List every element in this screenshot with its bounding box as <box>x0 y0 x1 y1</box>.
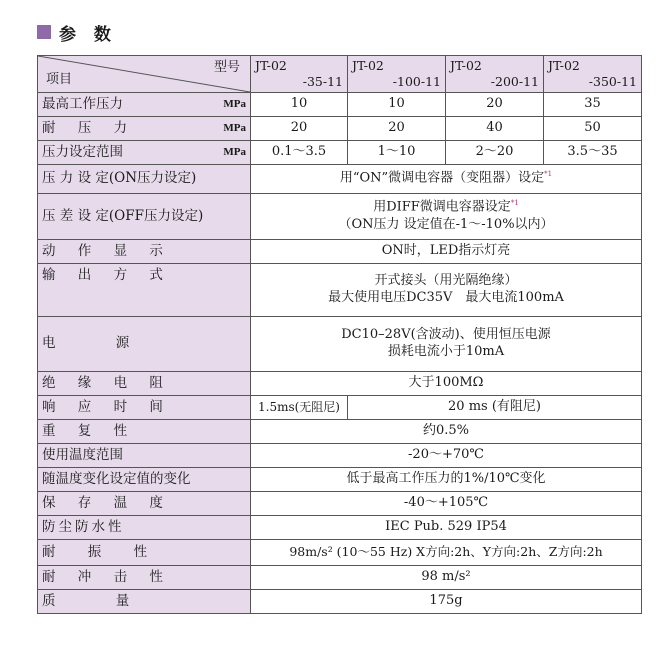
row-label: 响 应 时 间 <box>38 396 251 420</box>
row-label: 防尘防水性 <box>38 516 251 540</box>
spec-table <box>37 55 642 614</box>
row-response-time <box>38 396 642 420</box>
row-repeatability <box>38 420 642 444</box>
value-cell: 10 <box>251 93 348 117</box>
row-shock <box>38 566 642 590</box>
value-cell: IEC Pub. 529 IP54 <box>251 516 642 540</box>
row-max-pressure <box>38 93 642 117</box>
model-header-cell: JT-02 -35-11 <box>251 56 348 93</box>
footnote-marker: *1 <box>544 170 553 179</box>
row-temp-drift <box>38 468 642 492</box>
value-cell: 20 ms (有阻尼) <box>348 396 642 420</box>
value-cell: -40～+105℃ <box>251 492 642 516</box>
row-label: 耐 压 力 <box>42 119 137 136</box>
value-cell: 用DIFF微调电容器设定$^{*1}$ （ON压力 设定值在-1～-10%以内） <box>251 194 642 240</box>
row-label: 重 复 性 <box>38 420 251 444</box>
row-label: 电 源 <box>38 317 251 372</box>
row-label: 压 力 设 定(ON压力设定) <box>38 165 251 194</box>
value-cell: 3.5～35 <box>544 141 642 165</box>
value-cell: 98m/s² (10～55 Hz) X方向:2h、Y方向:2h、Z方向:2h <box>251 540 642 566</box>
row-label: 输 出 方 式 <box>38 264 251 317</box>
unit-label: MPa <box>223 146 246 159</box>
row-mass <box>38 590 642 614</box>
row-differential-setting <box>38 194 642 240</box>
row-label: 质 量 <box>38 590 251 614</box>
value-cell: 20 <box>348 117 446 141</box>
row-pressure-setting <box>38 165 642 194</box>
row-insulation <box>38 372 642 396</box>
row-label: 压力设定范围 <box>42 143 123 160</box>
row-operation-display <box>38 240 642 264</box>
model-header-cell: JT-02 -100-11 <box>348 56 446 93</box>
model-header-label: 型号 <box>213 60 240 75</box>
value-cell: 40 <box>446 117 544 141</box>
header-corner-cell <box>38 56 251 93</box>
value-cell: 10 <box>348 93 446 117</box>
value-cell: 约0.5% <box>251 420 642 444</box>
section-title: 参 数 <box>59 24 117 45</box>
value-cell: 低于最高工作压力的1%/10℃变化 <box>251 468 642 492</box>
row-power-supply <box>38 317 642 372</box>
row-label: 耐 冲 击 性 <box>38 566 251 590</box>
value-cell: 1.5ms(无阻尼) <box>251 396 348 420</box>
row-label: 最高工作压力 <box>42 95 123 112</box>
model-header-cell: JT-02 -200-11 <box>446 56 544 93</box>
footnote-marker: *1 <box>510 199 519 208</box>
value-cell: 2～20 <box>446 141 544 165</box>
value-cell: 20 <box>446 93 544 117</box>
row-label: 使用温度范围 <box>38 444 251 468</box>
row-output-mode <box>38 264 642 317</box>
value-cell: 175g <box>251 590 642 614</box>
value-cell: 20 <box>251 117 348 141</box>
section-heading <box>37 20 117 44</box>
value-cell: 98 m/s² <box>251 566 642 590</box>
row-vibration <box>38 540 642 566</box>
square-bullet-icon <box>37 25 51 39</box>
value-cell: 1～10 <box>348 141 446 165</box>
row-proof-pressure <box>38 117 642 141</box>
row-label: 动 作 显 示 <box>38 240 251 264</box>
value-cell: -20～+70℃ <box>251 444 642 468</box>
value-cell: 大于100MΩ <box>251 372 642 396</box>
model-header-cell: JT-02 -350-11 <box>544 56 642 93</box>
item-header-label: 项目 <box>46 72 73 88</box>
header-row <box>38 56 642 93</box>
row-protection <box>38 516 642 540</box>
value-cell: 50 <box>544 117 642 141</box>
row-label: 保 存 温 度 <box>38 492 251 516</box>
value-cell: 35 <box>544 93 642 117</box>
row-storage-temp <box>38 492 642 516</box>
row-label: 压 差 设 定(OFF压力设定) <box>38 194 251 240</box>
row-operating-temp <box>38 444 642 468</box>
row-label: 耐 振 性 <box>38 540 251 566</box>
unit-label: MPa <box>223 98 246 111</box>
row-label: 随温度变化设定值的变化 <box>38 468 251 492</box>
unit-label: MPa <box>223 122 246 135</box>
value-cell: 0.1～3.5 <box>251 141 348 165</box>
row-setting-range <box>38 141 642 165</box>
value-cell: DC10–28V(含波动)、使用恒压电源 损耗电流小于10mA <box>251 317 642 372</box>
value-cell: ON时，LED指示灯亮 <box>251 240 642 264</box>
row-label: 绝 缘 电 阻 <box>38 372 251 396</box>
value-cell: 用“ON”微调电容器（变阻器）设定$^{*1}$ <box>251 165 642 194</box>
value-cell: 开式接头（用光隔绝缘） 最大使用电压DC35V 最大电流100mA <box>251 264 642 317</box>
